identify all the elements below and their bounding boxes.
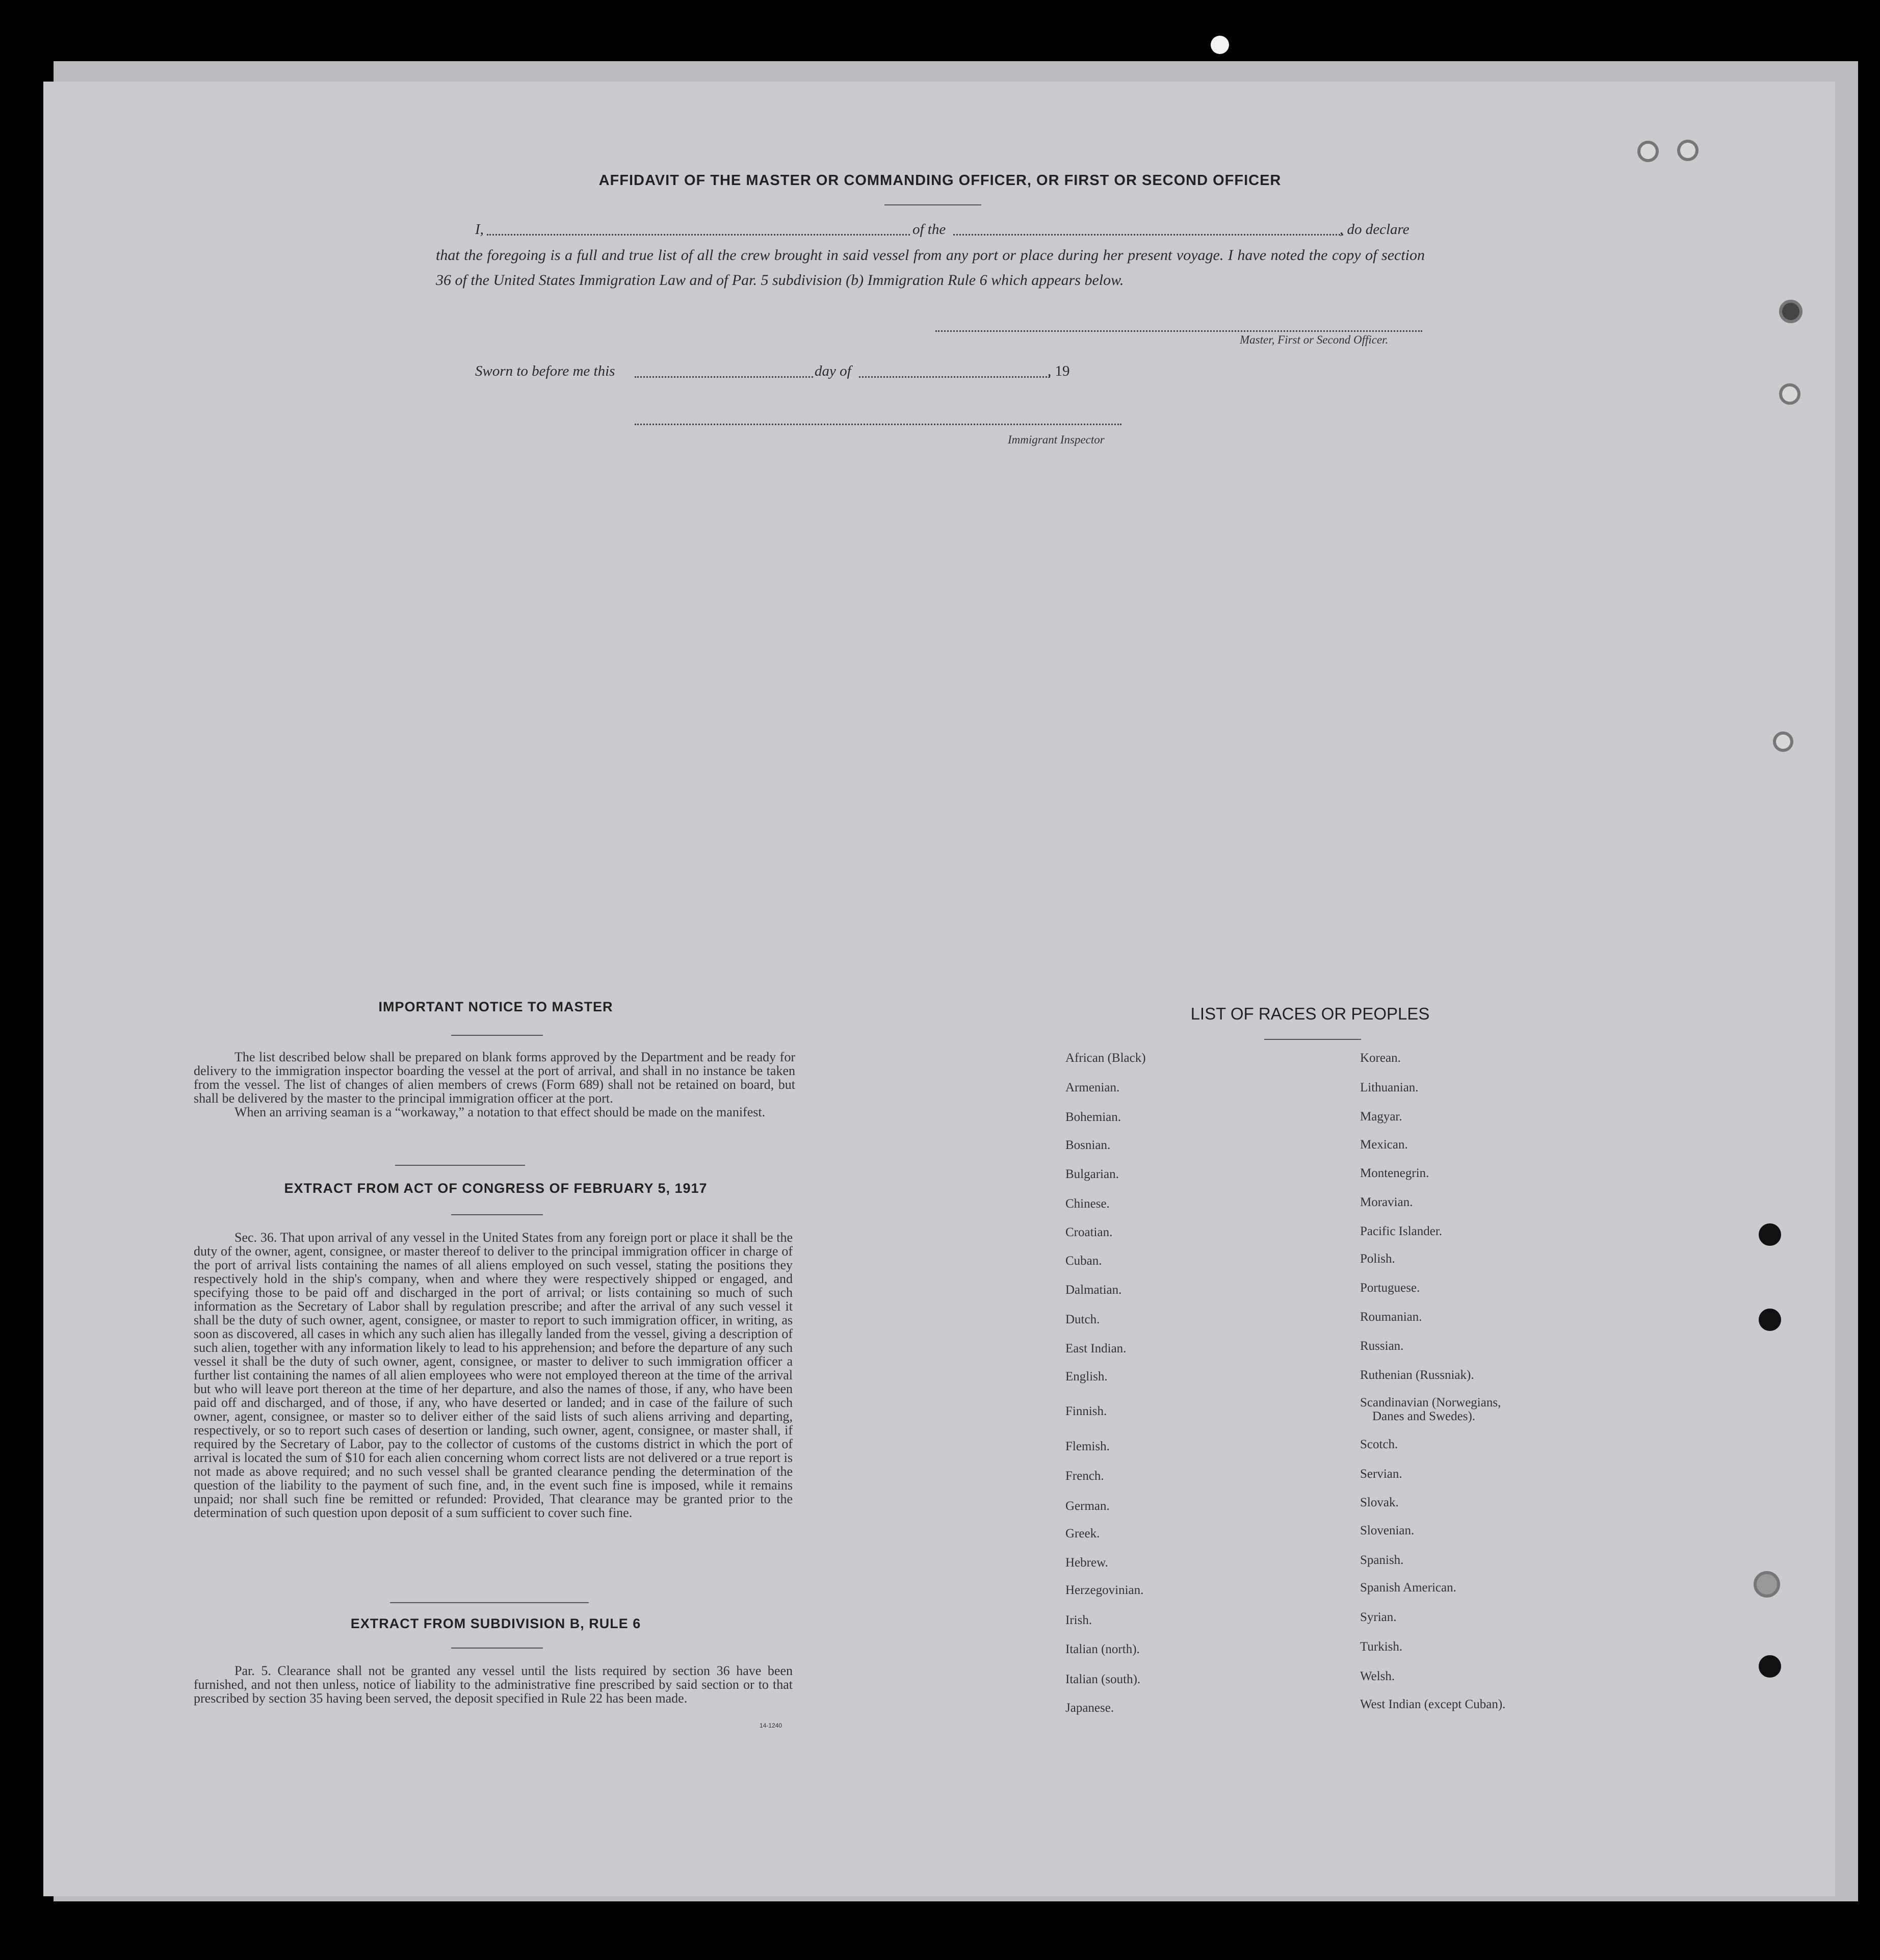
extract-act-rule: [451, 1214, 543, 1215]
race-right-item: Moravian.: [1360, 1195, 1413, 1209]
race-left-item: Italian (north).: [1065, 1642, 1140, 1656]
races-title: LIST OF RACES OR PEOPLES: [1190, 1004, 1430, 1023]
race-left-item: Japanese.: [1065, 1701, 1114, 1715]
extract-act-text: Sec. 36. That upon arrival of any vessel in the United States from any foreign port or place it shall be the duty of the owner, agent, consignee, or master thereof to deliver to the principal immigration officer in charge of the port of arrival lists containing the names of all aliens employed on such vessel, stating the positions they respectively hold in the ship's company, when and where they were respectively shipped or engaged, and specifying those to be paid off and discharged in the port of arrival; or lists containing so much of such information as the Secretary of Labor shall by regulation prescribe; and after the arrival of any such vessel it shall be the duty of such owner, agent, consignee, or master to report to such immigration officer, in writing, as soon as discovered, all cases in which any such alien has illegally landed from the vessel, giving a description of such alien, together with any information likely to lead to his apprehension; and before the departure of any such vessel it shall be the duty of such owner, agent, consignee, or master to deliver to such immigration officer a further list containing the names of all alien employees who were not employed thereon at the time of the arrival but who will leave port thereon at the time of her departure, and also the names of those, if any, who have been paid off and discharged, and of those, if any, who have deserted or landed; and in case of the failure of such owner, agent, consignee, or master so to deliver either of the said lists of such aliens arriving and departing, respectively, or so to report such cases of desertion or landing, such owner, agent, consignee, or master shall, if required by the Secretary of Labor, pay to the collector of customs of the customs district in which the port of arrival is located the sum of $10 for each alien concerning whom correct lists are not delivered or a true report is not made as above required; and no such vessel shall be granted clearance pending the determination of the question of the liability to the payment of such fine, and, in the event such fine is imposed, while it remains unpaid; nor shall such fine be remitted or refunded: Provided, That clearance may be granted prior to the determination of such question upon deposit of a sum sufficient to cover such fine.: [194, 1230, 793, 1520]
punch-hole-9: [1759, 1655, 1781, 1678]
declare-of-the-label: of the: [912, 221, 946, 238]
race-left-item: Cuban.: [1065, 1254, 1102, 1268]
vessel-field-line[interactable]: [953, 234, 1343, 236]
title-underline: [884, 204, 981, 205]
race-right-item: Russian.: [1360, 1339, 1404, 1353]
race-left-item: Bohemian.: [1065, 1110, 1121, 1124]
extract-rule-body: [194, 1664, 793, 1705]
race-left-item: French.: [1065, 1469, 1104, 1483]
sworn-month-line[interactable]: [859, 376, 1050, 378]
inspector-label: Immigrant Inspector: [1008, 433, 1105, 446]
sworn-day-of-label: day of: [815, 363, 851, 379]
races-title-rule: [1264, 1039, 1361, 1040]
race-left-item: Greek.: [1065, 1527, 1100, 1540]
master-signature-label: Master, First or Second Officer.: [1240, 333, 1389, 346]
form-number: 14-1240: [760, 1722, 782, 1729]
race-left-item: Croatian.: [1065, 1225, 1113, 1239]
race-right-item: Magyar.: [1360, 1110, 1402, 1123]
notice-paragraph-1: The list described below shall be prepared on blank forms approved by the Department and be ready for delivery to the immigration inspector boarding the vessel at the port of arrival, and shall in no instance be taken from the vessel. The list of changes of alien members of crews (Form 689) shall not be retained on board, but shall be delivered by the master to the principal immigration officer at the port.: [194, 1050, 795, 1106]
extract-rule-title: EXTRACT FROM SUBDIVISION B, RULE 6: [350, 1616, 641, 1631]
race-left-item: Bosnian.: [1065, 1138, 1111, 1152]
race-right-item: Scandinavian (Norwegians,: [1360, 1396, 1501, 1409]
race-right-item: Syrian.: [1360, 1610, 1397, 1624]
race-left-item: German.: [1065, 1499, 1110, 1513]
notice-paragraph-2: When an arriving seaman is a “workaway,” a notation to that effect should be made on the manifest.: [234, 1105, 766, 1119]
notice-title-rule: [451, 1035, 543, 1036]
master-signature-line[interactable]: [935, 330, 1422, 332]
race-right-item: West Indian (except Cuban).: [1360, 1697, 1506, 1711]
punch-hole-6: [1759, 1223, 1781, 1246]
extract-act-divider: [390, 1602, 589, 1603]
race-right-item: Turkish.: [1360, 1640, 1403, 1654]
extract-rule-text: Par. 5. Clearance shall not be granted any vessel until the lists required by section 36 have been furnished, and not then unless, notice of liability to the administrative fine prescribed by said section or to that prescribed by section 35 having been served, the deposit specified in Rule 22 has been made.: [194, 1663, 793, 1706]
notice-body: [194, 1050, 795, 1119]
race-right-item: Slovenian.: [1360, 1524, 1415, 1537]
declare-end-label: , do declare: [1340, 221, 1409, 238]
race-right-item: Roumanian.: [1360, 1310, 1422, 1324]
race-right-item: Servian.: [1360, 1467, 1402, 1481]
name-field-line[interactable]: [487, 234, 910, 236]
race-left-item: Finnish.: [1065, 1404, 1107, 1418]
race-left-item: Herzegovinian.: [1065, 1583, 1144, 1597]
race-left-item: English.: [1065, 1370, 1108, 1383]
ring-hole-4: [1779, 383, 1800, 405]
race-right-item: Polish.: [1360, 1252, 1395, 1266]
ring-hole-5: [1773, 731, 1793, 752]
notice-divider: [395, 1165, 525, 1166]
race-right-item: Ruthenian (Russniak).: [1360, 1368, 1474, 1382]
race-left-item: African (Black): [1065, 1051, 1146, 1065]
race-right-item: Danes and Swedes).: [1372, 1409, 1476, 1423]
affidavit-title: AFFIDAVIT OF THE MASTER OR COMMANDING OFFICER, OR FIRST OR SECOND OFFICER: [598, 172, 1282, 189]
inspector-signature-line[interactable]: [635, 424, 1121, 425]
race-left-item: Flemish.: [1065, 1440, 1110, 1453]
race-right-item: Korean.: [1360, 1051, 1401, 1065]
ring-hole-8: [1754, 1571, 1780, 1598]
declaration-text: that the foregoing is a full and true list of all the crew brought in said vessel from any port or place during her present voyage. I have noted the copy of section 36 of the United States Immigration Law and of Par. 5 subdivision (b) Immigration Rule 6 which appears below.: [436, 247, 1425, 289]
race-left-item: Hebrew.: [1065, 1556, 1108, 1570]
declare-i-label: I,: [475, 221, 484, 238]
punch-hole-7: [1759, 1309, 1781, 1331]
race-left-item: Chinese.: [1065, 1197, 1110, 1211]
notice-title: IMPORTANT NOTICE TO MASTER: [378, 999, 613, 1014]
race-left-item: East Indian.: [1065, 1342, 1127, 1355]
sworn-prefix: Sworn to before me this: [475, 363, 615, 379]
race-right-item: Spanish American.: [1360, 1581, 1456, 1595]
extract-act-body: [194, 1231, 793, 1520]
extract-act-title: EXTRACT FROM ACT OF CONGRESS OF FEBRUARY 5, 1917: [284, 1181, 708, 1196]
ring-hole-2: [1677, 140, 1699, 161]
race-right-item: Mexican.: [1360, 1138, 1408, 1152]
ring-hole-3: [1779, 300, 1803, 323]
race-left-item: Bulgarian.: [1065, 1167, 1119, 1181]
race-right-item: Portuguese.: [1360, 1281, 1420, 1295]
race-right-item: Scotch.: [1360, 1438, 1398, 1451]
race-right-item: Pacific Islander.: [1360, 1224, 1443, 1238]
race-left-item: Dalmatian.: [1065, 1283, 1122, 1297]
sworn-year-label: , 19: [1048, 363, 1070, 379]
extract-rule-rule: [451, 1648, 543, 1649]
race-right-item: Spanish.: [1360, 1553, 1404, 1567]
race-left-item: Irish.: [1065, 1613, 1092, 1627]
sworn-day-line[interactable]: [635, 376, 813, 378]
punch-hole-top: [1211, 36, 1229, 54]
race-left-item: Italian (south).: [1065, 1672, 1141, 1686]
race-left-item: Dutch.: [1065, 1313, 1100, 1326]
race-left-item: Armenian.: [1065, 1081, 1120, 1094]
race-right-item: Montenegrin.: [1360, 1166, 1429, 1180]
race-right-item: Lithuanian.: [1360, 1081, 1419, 1094]
ring-hole-1: [1637, 141, 1659, 162]
race-right-item: Slovak.: [1360, 1496, 1399, 1509]
race-right-item: Welsh.: [1360, 1669, 1395, 1683]
